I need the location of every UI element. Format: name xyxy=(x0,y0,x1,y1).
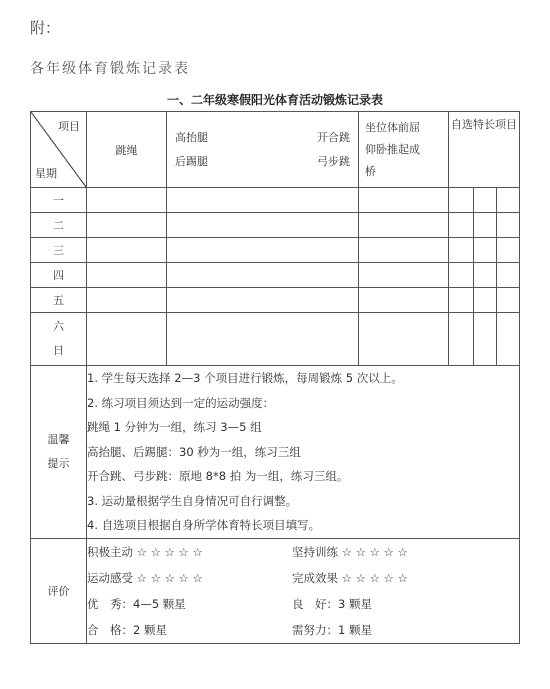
day-label: 一 xyxy=(31,188,87,213)
grade-legend: 良 好：3 颗星 xyxy=(292,596,372,611)
eval-item[interactable]: 坚持训练 ☆ ☆ ☆ ☆ ☆ xyxy=(292,544,408,559)
table-cell[interactable] xyxy=(359,313,449,366)
col-legs xyxy=(167,112,359,188)
table-row xyxy=(31,238,520,263)
exercise-record-table xyxy=(30,111,520,644)
table-cell[interactable] xyxy=(449,213,474,238)
eval-item[interactable]: 完成效果 ☆ ☆ ☆ ☆ ☆ xyxy=(292,570,408,585)
col-leg-b: 开合跳 xyxy=(317,130,350,144)
table-cell[interactable] xyxy=(497,313,520,366)
day-label-sat: 六 xyxy=(53,320,64,333)
table-cell[interactable] xyxy=(497,263,520,288)
table-cell[interactable] xyxy=(474,188,497,213)
eval-item[interactable]: 积极主动 ☆ ☆ ☆ ☆ ☆ xyxy=(87,544,203,559)
table-cell[interactable] xyxy=(474,238,497,263)
table-cell[interactable] xyxy=(474,213,497,238)
table-cell[interactable] xyxy=(87,288,167,313)
table-cell[interactable] xyxy=(167,213,359,238)
tip-line: 开合跳、弓步跳：原地 8*8 拍 为一组，练习三组。 xyxy=(87,469,349,483)
tip-line: 4. 自选项目根据自身所学体育特长项目填写。 xyxy=(87,518,321,532)
tip-line: 高抬腿、后踢腿：30 秒为一组，练习三组 xyxy=(87,444,301,459)
grade-legend: 优 秀：4—5 颗星 xyxy=(87,596,186,611)
table-cell[interactable] xyxy=(87,213,167,238)
table-cell[interactable] xyxy=(87,238,167,263)
table-cell[interactable] xyxy=(359,188,449,213)
table-cell[interactable] xyxy=(497,213,520,238)
tips-row xyxy=(31,366,520,539)
table-cell[interactable] xyxy=(497,188,520,213)
table-cell[interactable] xyxy=(87,313,167,366)
day-label-weekend xyxy=(31,313,87,366)
table-cell[interactable] xyxy=(449,238,474,263)
col-situp-line-1: 坐位体前屈 xyxy=(365,120,420,134)
table-cell[interactable] xyxy=(474,263,497,288)
header-row xyxy=(31,112,520,188)
table-row xyxy=(31,263,520,288)
grade-legend: 需努力：1 颗星 xyxy=(292,622,372,637)
attachment-label: 附： xyxy=(30,19,61,37)
col-situp-line-2: 仰卧推起成 xyxy=(365,142,420,156)
col-rope: 跳绳 xyxy=(87,112,167,188)
tip-line: 跳绳 1 分钟为一组，练习 3—5 组 xyxy=(87,420,262,434)
col-elective: 自选特长项目 xyxy=(449,112,520,188)
tips-label xyxy=(31,366,87,539)
table-title: 一、二年级寒假阳光体育活动锻炼记录表 xyxy=(166,93,383,107)
eval-item[interactable]: 运动感受 ☆ ☆ ☆ ☆ ☆ xyxy=(87,570,203,585)
table-row xyxy=(31,313,520,366)
document-subtitle: 各年级体育锻炼记录表 xyxy=(30,61,190,77)
day-label: 四 xyxy=(31,263,87,288)
table-cell[interactable] xyxy=(167,188,359,213)
tip-line: 2. 练习项目须达到一定的运动强度： xyxy=(87,395,275,410)
table-cell[interactable] xyxy=(87,188,167,213)
tips-content xyxy=(87,366,520,539)
table-cell[interactable] xyxy=(167,313,359,366)
table-row xyxy=(31,213,520,238)
table-cell[interactable] xyxy=(474,288,497,313)
table-cell[interactable] xyxy=(497,288,520,313)
table-cell[interactable] xyxy=(359,238,449,263)
col-situp-line-3: 桥 xyxy=(365,164,376,178)
table-cell[interactable] xyxy=(449,288,474,313)
table-cell[interactable] xyxy=(87,263,167,288)
day-label-sun: 日 xyxy=(53,344,64,357)
table-cell[interactable] xyxy=(497,238,520,263)
col-leg-a: 高抬腿 xyxy=(175,130,208,144)
col-leg-d: 弓步跳 xyxy=(317,154,350,168)
tip-line: 1. 学生每天选择 2—3 个项目进行锻炼，每周锻炼 5 次以上。 xyxy=(87,371,403,385)
corner-bottom-label: 星期 xyxy=(35,167,57,180)
table-cell[interactable] xyxy=(474,313,497,366)
table-cell[interactable] xyxy=(167,238,359,263)
table-cell[interactable] xyxy=(167,288,359,313)
table-cell[interactable] xyxy=(359,288,449,313)
evaluation-content xyxy=(87,538,520,643)
table-row xyxy=(31,288,520,313)
col-leg-c: 后踢腿 xyxy=(175,154,208,168)
table-cell[interactable] xyxy=(449,313,474,366)
table-row xyxy=(31,188,520,213)
table-cell[interactable] xyxy=(167,263,359,288)
tips-label-line-2: 提示 xyxy=(47,456,70,470)
tip-line: 3. 运动量根据学生自身情况可自行调整。 xyxy=(87,493,298,508)
evaluation-row xyxy=(31,538,520,643)
day-label: 二 xyxy=(31,213,87,238)
corner-top-label: 项目 xyxy=(58,120,80,133)
col-situp xyxy=(359,112,449,188)
corner-cell xyxy=(31,112,87,188)
tips-label-line-1: 温馨 xyxy=(47,432,70,446)
table-cell[interactable] xyxy=(449,263,474,288)
table-cell[interactable] xyxy=(359,263,449,288)
table-cell[interactable] xyxy=(359,213,449,238)
table-cell[interactable] xyxy=(449,188,474,213)
day-label: 三 xyxy=(31,238,87,263)
evaluation-label: 评价 xyxy=(31,538,87,643)
day-label: 五 xyxy=(31,288,87,313)
grade-legend: 合 格：2 颗星 xyxy=(87,622,167,637)
